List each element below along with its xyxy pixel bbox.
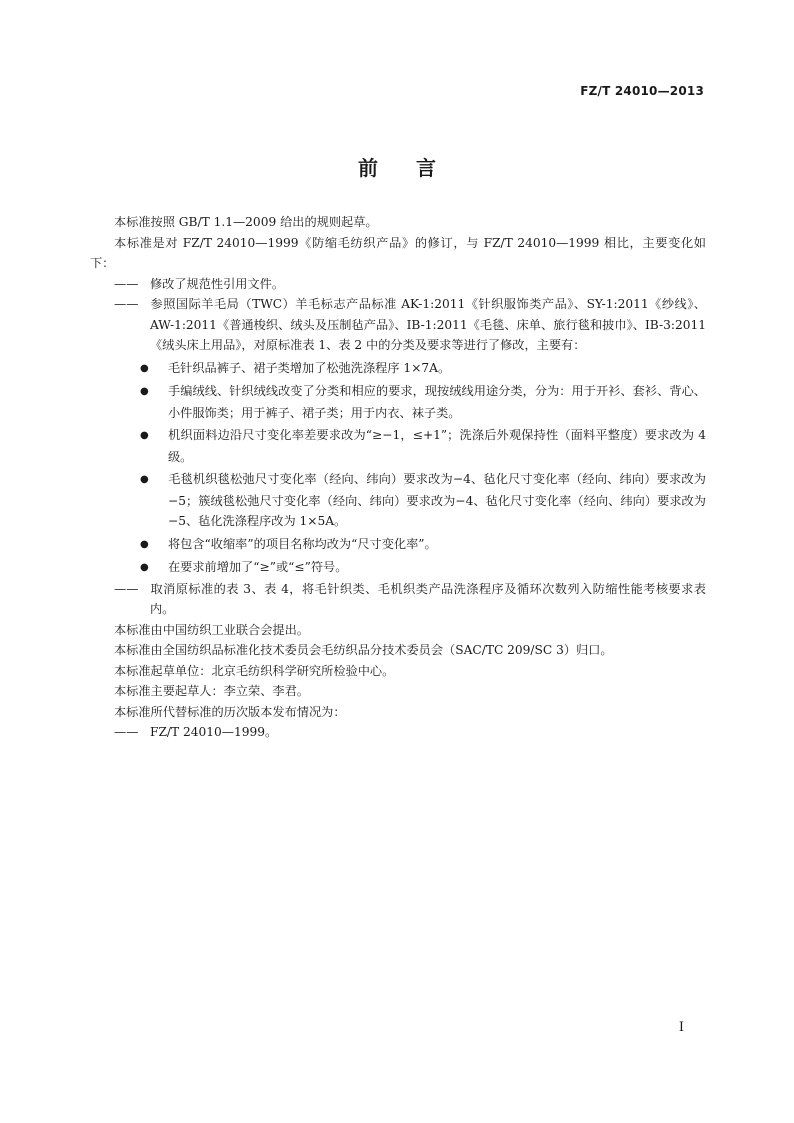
dash-marker: —— <box>114 725 139 739</box>
bullet-icon: ● <box>140 386 149 397</box>
change-item-2 <box>90 294 706 356</box>
paragraph-version-history: 本标准所代替标准的历次版本发布情况为： <box>114 704 346 719</box>
paragraph-drafters: 本标准主要起草人：李立荣、李君。 <box>114 684 309 698</box>
change-item-1 <box>90 274 706 295</box>
paragraph-revision-intro: 本标准是对 FZ/T 24010—1999《防缩毛纺织产品》的修订，与 FZ/T 24010—1999 相比，主要变化如下： <box>90 235 706 270</box>
dash-marker: —— <box>114 581 139 596</box>
replaced-version-text: FZ/T 24010—1999。 <box>150 725 278 739</box>
replaced-version-item <box>90 722 706 743</box>
bullet-text: 毛针织品裤子、裙子类增加了松弛洗涤程序 1×7A。 <box>168 360 451 375</box>
bullet-item-6 <box>90 557 706 579</box>
bullet-text: 毛毯机织毯松弛尺寸变化率（经向、纬向）要求改为−4、毡化尺寸变化率（经向、纬向）要求改为−5；簇绒毯松弛尺寸变化率（经向、纬向）要求改为−4、毡化尺寸变化率（经向、纬向）要求改为−5、毡化洗涤程序改为 1×5A。 <box>168 472 706 528</box>
page-number: I <box>678 1020 684 1035</box>
bullet-item-1 <box>90 358 706 380</box>
change-item-3 <box>90 579 706 620</box>
change-item-text: 取消原标准的表 3、表 4，将毛针织类、毛机织类产品洗涤程序及循环次数列入防缩性能考核要求表内。 <box>150 581 706 616</box>
paragraph-committee: 本标准由全国纺织品标准化技术委员会毛纺织品分技术委员会（SAC/TC 209/SC 3）归口。 <box>114 643 613 657</box>
standard-code-header: FZ/T 24010—2013 <box>580 84 704 98</box>
bullet-item-3 <box>90 425 706 467</box>
foreword-body <box>90 212 706 743</box>
paragraph-drafting-unit: 本标准起草单位：北京毛纺织科学研究所检验中心。 <box>114 663 395 678</box>
bullet-item-4 <box>90 469 706 532</box>
bullet-text: 机织面料边沿尺寸变化率差要求改为“≥−1，≤+1”；洗涤后外观保持性（面料平整度）要求改为 4 级。 <box>168 428 706 464</box>
change-item-text: 修改了规范性引用文件。 <box>150 276 285 291</box>
dash-marker: —— <box>114 276 139 291</box>
bullet-text: 将包含“收缩率”的项目名称均改为“尺寸变化率”。 <box>168 536 437 551</box>
bullet-text: 在要求前增加了“≥”或“≤”符号。 <box>168 560 348 574</box>
dash-marker: —— <box>114 297 139 311</box>
bullet-icon: ● <box>140 362 149 374</box>
change-item-text: 参照国际羊毛局（TWC）羊毛标志产品标准 AK-1:2011《针织服饰类产品》、SY-1:2011《纱线》、AW-1:2011《普通梭织、绒头及压制毡产品》、IB-1:2011《毛毯、床单、旅行毯和披巾》、IB-3:2011《绒头床上用品》，对原标准表 1、表 2 中的分类及要求等进行了修改，主要有： <box>150 297 706 352</box>
bullet-item-5 <box>90 534 706 556</box>
bullet-icon: ● <box>140 474 149 485</box>
bullet-icon: ● <box>140 562 149 573</box>
page-title: 前言 <box>358 156 474 180</box>
bullet-icon: ● <box>140 430 149 441</box>
bullet-item-2 <box>90 381 706 423</box>
paragraph-drafting-rules: 本标准按照 GB/T 1.1—2009 给出的规则起草。 <box>114 215 378 229</box>
bullet-icon: ● <box>140 538 149 550</box>
paragraph-proposer: 本标准由中国纺织工业联合会提出。 <box>114 622 309 637</box>
bullet-text: 手编绒线、针织绒线改变了分类和相应的要求，现按绒线用途分类，分为：用于开衫、套衫、背心、小件服饰类；用于裤子、裙子类；用于内衣、袜子类。 <box>168 384 706 420</box>
